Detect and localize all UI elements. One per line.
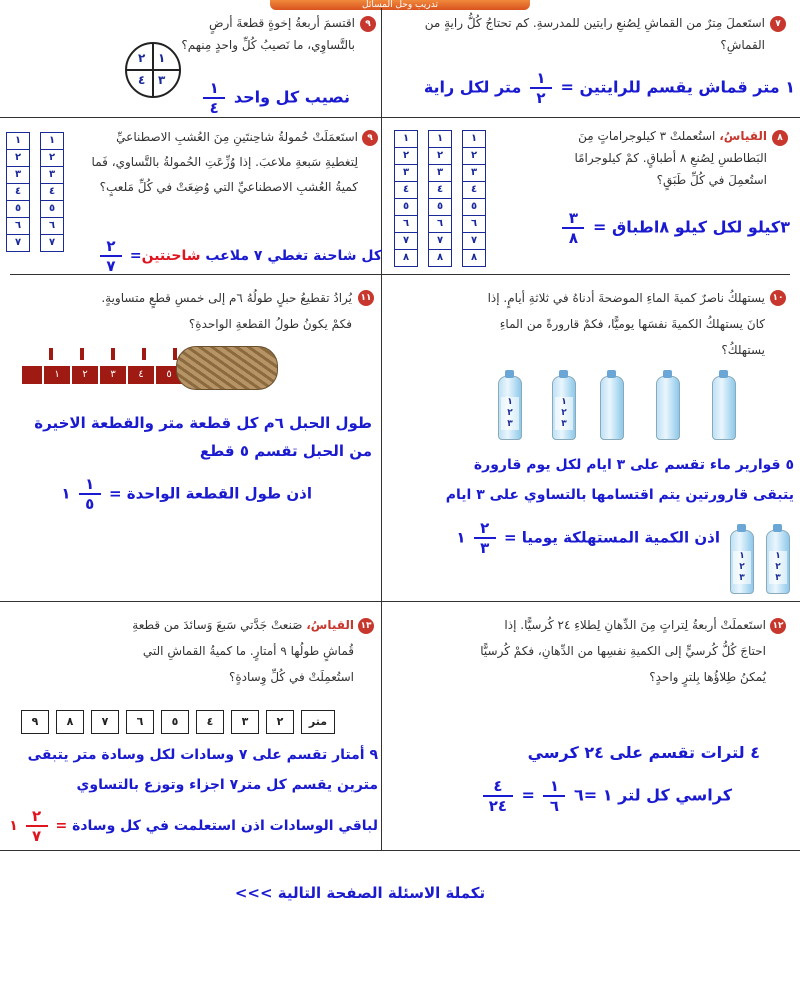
tape-mark: ١: [42, 366, 70, 384]
water-bottle-icon: [656, 376, 680, 440]
cell: ٦: [7, 218, 29, 235]
question-text: يستهلكُ ناصرٌ كميةَ الماءِ الموضحةَ أدناهُ في ثلاثةِ أيامٍ. إذا كانَ يستهلكُ الكميةَ نفسَها يوميًّا، فكمْ قارورةً من الماءِ يستهلكُ؟: [487, 291, 765, 357]
cell: ١: [7, 133, 29, 150]
row-divider-2: [10, 274, 790, 275]
labeled-bottle-icon: [730, 530, 754, 594]
cell: ١: [41, 133, 63, 150]
tape-mark: ٤: [126, 366, 154, 384]
answer-part-b: متر لكل راية: [423, 77, 522, 97]
circle-part-1: ١: [158, 51, 166, 65]
fraction-denominator: ٥: [85, 495, 95, 513]
cell: ٤: [429, 182, 451, 199]
fraction-two-sevenths: [100, 238, 122, 274]
fraction-one-fifth: [79, 476, 101, 512]
answer-text: كل شاحنة تغطي ٧ ملاعب: [205, 248, 382, 264]
bottle-part: ٣: [507, 419, 513, 429]
answer-line: [170, 80, 350, 116]
answer-line: [70, 238, 382, 274]
count-column-1: [40, 132, 64, 252]
bottle-part: ٣: [775, 573, 781, 583]
meter-ruler: [14, 710, 335, 734]
equals-sign: =: [521, 785, 535, 805]
ruler-cell: ٦: [126, 710, 154, 734]
tape-mark: ٢: [70, 366, 98, 384]
fraction-quarter: [203, 80, 225, 116]
question-number: ١٢: [770, 618, 786, 634]
answer-text: اذن طول القطعة الواحدة =: [108, 484, 312, 503]
measurement-label: القياسُ،: [306, 618, 354, 632]
cell: ٥: [429, 199, 451, 216]
question-text: [555, 125, 767, 191]
answer-line-2: من الحبل تقسم ٥ قطع: [199, 442, 372, 460]
answer-line-3: [430, 520, 720, 556]
cell: ٧: [48, 237, 56, 248]
cell: ٢: [7, 150, 29, 167]
cell: ٣: [7, 167, 29, 184]
ruler-cell: ٧: [91, 710, 119, 734]
cell: ٦: [41, 218, 63, 235]
bottle-part: ٢: [775, 562, 781, 572]
fraction-denominator: ٨: [568, 229, 578, 247]
count-column-1: [462, 130, 486, 267]
row-divider-4: [0, 850, 800, 851]
answer-line-1: ٩ أمتار تقسم على ٧ وسادات لكل وسادة متر يتبقى: [27, 747, 378, 763]
fraction-half: [530, 70, 552, 106]
question-number: ١٣: [358, 618, 374, 634]
answer-line-2: مترين يقسم كل متر٧ اجزاء وتوزع بالتساوي: [76, 777, 378, 793]
cell: ٤: [41, 184, 63, 201]
answer-part-a: ١ متر قماش يقسم للرايتين =: [560, 77, 795, 97]
cell: ٤: [463, 182, 485, 199]
bottle-fractions: [769, 551, 787, 584]
question-text: [130, 612, 354, 690]
fraction-numerator: ١: [549, 777, 560, 795]
rope-coil-image: [176, 346, 278, 390]
answer-line-1: طول الحبل ٦م كل قطعة متر والقطعة الاخيرة: [34, 414, 372, 432]
fraction-two-thirds: [474, 520, 496, 556]
measuring-tape: [20, 366, 182, 384]
fraction-denominator: ٧: [106, 257, 116, 275]
ruler-cell: ٥: [161, 710, 189, 734]
fraction-numerator: ٤: [493, 777, 503, 795]
answer-line-2: يتبقى قارورتين يتم اقتسامها بالتساوي على ٣ ايام: [445, 487, 794, 503]
labeled-bottle-icon: [498, 376, 522, 440]
cell: ١: [463, 131, 485, 148]
whole-number: ١: [456, 528, 466, 547]
answer-text: لباقي الوسادات اذن استعلمت في كل وسادة: [72, 818, 378, 834]
fraction-numerator: ١: [209, 79, 219, 97]
fraction-numerator: ٢: [480, 519, 490, 537]
cell: ٢: [41, 150, 63, 167]
question-number: ١١: [358, 290, 374, 306]
water-bottle-icon: [600, 376, 624, 440]
answer-text: ٣كيلو لكل كيلو ٨اطباق =: [592, 217, 790, 237]
bottle-part: ٢: [561, 408, 567, 418]
count-column-2: [6, 132, 30, 252]
answer-highlight: شاحنتين: [141, 248, 201, 264]
bottle-part: ١: [739, 551, 745, 561]
cell: ٥: [7, 201, 29, 218]
fraction-denominator: ٧: [32, 827, 42, 845]
answer-line: [390, 70, 795, 106]
ruler-head: متر: [301, 710, 335, 734]
tape-mark: ٣: [98, 366, 126, 384]
question-body: استُعملتْ ٣ كيلوجراماتٍ مِنَ البَطاطسِ لِصُنعِ ٨ أطباقٍ. كمْ كيلوجرامًا استُعمِلَ في كُلِّ طَبَقٍ؟: [574, 129, 767, 187]
tape-end: [20, 366, 42, 384]
fraction-numerator: ٢: [106, 237, 116, 255]
fraction-numerator: ١: [85, 475, 95, 493]
cell: ١: [429, 131, 451, 148]
fraction-numerator: ٣: [568, 209, 578, 227]
equals-sign: =: [55, 818, 68, 834]
question-body: صَنعتْ جَدَّتي سَبعَ وَسائدَ من قطعةِ قُماشٍ طولُها ٩ أمتارٍ. ما كميةُ القماشِ التي استُعمِلَتْ في كُلِّ وِسادةٍ؟: [132, 618, 354, 684]
answer-text: اذن الكمية المستهلكة يوميا =: [503, 528, 720, 547]
cell: ٤: [395, 182, 417, 199]
labeled-bottle-icon: [552, 376, 576, 440]
ruler-cell: ٨: [56, 710, 84, 734]
bottle-part: ٢: [739, 562, 745, 572]
question-number: ٩: [360, 16, 376, 32]
question-number: ٨: [772, 130, 788, 146]
tape-mark: ٥: [154, 366, 182, 384]
question-number: ٧: [770, 16, 786, 32]
equals-sign: =: [129, 248, 142, 264]
bottle-part: ٣: [739, 573, 745, 583]
fraction-one-sixth: [543, 778, 565, 814]
answer-line-1: ٤ لترات تقسم على ٢٤ كرسي: [527, 743, 760, 762]
bottle-part: ٢: [507, 408, 513, 418]
cell: ٥: [395, 199, 417, 216]
fraction-denominator: ٤: [209, 99, 219, 117]
cell: ٣: [395, 165, 417, 182]
fraction-numerator: ١: [536, 69, 546, 87]
bottle-fractions: [501, 397, 519, 430]
answer-line-3: [2, 808, 378, 844]
count-column-3: [394, 130, 418, 267]
question-text: استَعمَلَتْ حُمولةُ شاحِنتَينِ مِنَ العُشبِ الاصطناعيِّ لِتغطيةِ سَبعةِ ملاعبَ. إذا وُزِّعَتِ الحُمولةُ بالتَّساوي، فَما كميةُ العُشبِ الاصطناعيِّ التي وُضِعَتْ في كُلِّ مَلعبٍ؟: [91, 130, 358, 194]
cell: ٢: [463, 148, 485, 165]
bottle-fractions: [733, 551, 751, 584]
water-bottle-icon: [712, 376, 736, 440]
answer-line-2: [470, 778, 732, 814]
cell: ٢: [429, 148, 451, 165]
question-text: استَعملَ مِترٌ من القماشِ لِصُنعِ رايتين للمدرسةِ. كم تحتاجُ كُلُّ رايةٍ من القماشِ؟: [424, 16, 765, 52]
row-divider-3: [0, 601, 800, 602]
bottle-fractions: [555, 397, 573, 430]
cell: ٤: [7, 184, 29, 201]
cell: ٧: [14, 237, 22, 248]
measurement-label: القياسُ،: [719, 129, 767, 143]
ruler-cell: ٤: [196, 710, 224, 734]
count-column-2: [428, 130, 452, 267]
cell: ٦: [429, 216, 451, 233]
cell: ٦: [395, 216, 417, 233]
circle-part-3: ٣: [158, 73, 166, 87]
banner-title: تدريب وحل المسائل: [362, 0, 438, 10]
question-number: ٩: [362, 130, 378, 146]
fraction-numerator: ٢: [32, 807, 42, 825]
cell: ٣: [463, 165, 485, 182]
cell: ٧: [429, 233, 451, 250]
fraction-denominator: ٦: [549, 797, 560, 815]
question-text: استَعملَتْ أربعةُ لِتراتٍ مِنَ الدِّهانِ لِطلاءِ ٢٤ كُرسيًّا. إذا احتاجَ كُلُّ كُرسيٍّ إلى الكميةِ نفسِها من الدِّهانِ، فكمْ كُرسيًّا يُمكنُ طِلاؤُها بِلترٍ واحدٍ؟: [480, 618, 766, 684]
cell: ٧: [395, 233, 417, 250]
fraction-denominator: ٢: [536, 89, 546, 107]
cell: ٥: [41, 201, 63, 218]
question-text: اقتسمَ أربعةُ إخوةٍ قطعةَ أرضٍ بالتَّساوِي، ما نَصيبُ كُلِّ واحدٍ مِنهم؟: [181, 16, 355, 52]
cell: ١: [395, 131, 417, 148]
question-number: ١٠: [770, 290, 786, 306]
bottle-part: ١: [507, 397, 513, 407]
ruler-cell: ٢: [266, 710, 294, 734]
labeled-bottle-icon: [766, 530, 790, 594]
ruler-cell: ٣: [231, 710, 259, 734]
whole-number: ١: [9, 818, 18, 834]
fraction-three-eighths: [562, 210, 584, 246]
circle-divider-h: [127, 69, 179, 71]
fraction-two-sevenths: [26, 808, 48, 844]
header-banner: [270, 0, 530, 10]
cell: ٨: [436, 252, 444, 263]
cell: ٢: [395, 148, 417, 165]
question-text: يُرادُ تقطيعُ حبلٍ طولُهُ ٦م إلى خمسِ قطعٍ متساويةٍ. فكمْ يكونُ طولُ القطعةِ الواحدةِ؟: [101, 291, 352, 331]
cell: ٨: [402, 252, 410, 263]
whole-number: ١: [61, 484, 71, 503]
cell: ٣: [429, 165, 451, 182]
ruler-cell: ٩: [21, 710, 49, 734]
next-page-note: تكملة الاسئلة الصفحة التالية >>>: [234, 884, 486, 902]
cell: ٧: [463, 233, 485, 250]
cell: ٥: [463, 199, 485, 216]
fraction-four-over-24: [483, 778, 513, 814]
bottle-part: ١: [561, 397, 567, 407]
answer-text: كراسي كل لتر ١: [602, 785, 732, 805]
answer-line-1: ٥ قوارير ماء تقسم على ٣ ايام لكل يوم قارورة: [473, 457, 794, 473]
circle-part-2: ٢: [138, 51, 146, 65]
row-divider-1: [0, 117, 800, 118]
answer-line-3: [40, 476, 312, 512]
cell: ٣: [41, 167, 63, 184]
fraction-denominator: ٣: [480, 539, 490, 557]
circle-part-4: ٤: [138, 73, 146, 87]
cell: ٦: [463, 216, 485, 233]
equals-six: =٦: [574, 785, 598, 805]
fraction-denominator: ٢٤: [488, 797, 508, 815]
bottle-part: ١: [775, 551, 781, 561]
cell: ٨: [470, 252, 478, 263]
center-divider: [381, 8, 382, 850]
answer-text: نصيب كل واحد: [233, 87, 350, 107]
answer-line: [540, 210, 790, 246]
bottle-part: ٣: [561, 419, 567, 429]
